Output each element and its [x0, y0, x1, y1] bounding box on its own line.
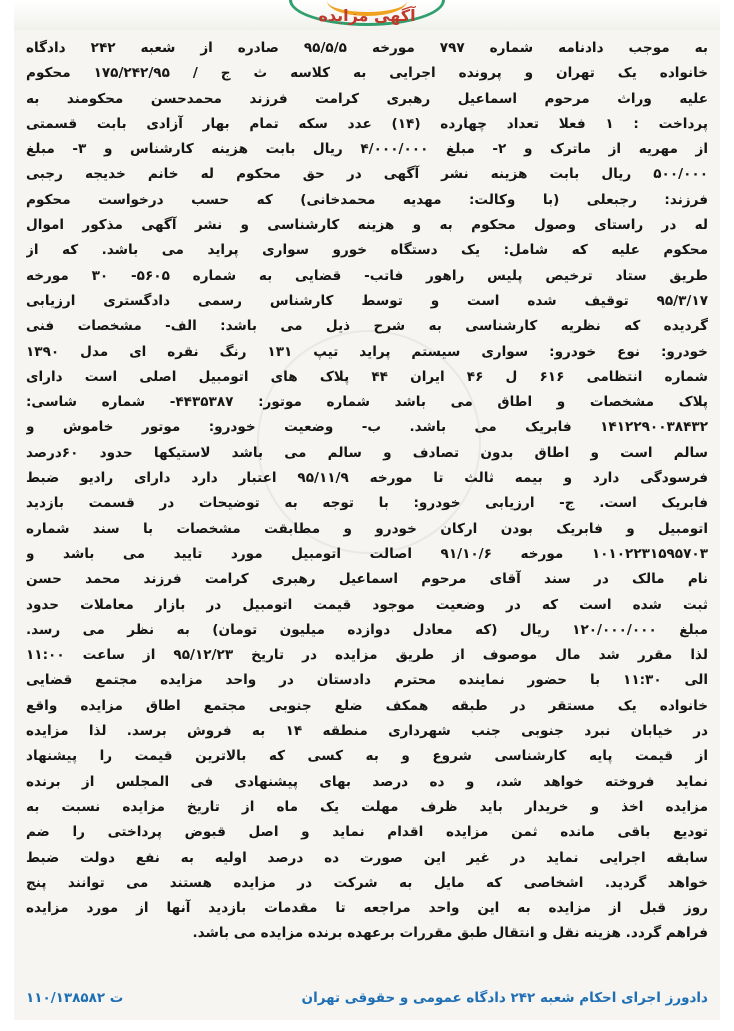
body-line: فابریک است. ج- ارزیابی خودرو: با توجه به توضیحات در قسمت بازدید [26, 495, 708, 512]
body-line: خانواده یک تهران و پرونده اجرایی به کلاسه ث ج / ۱۷۵/۲۴۲/۹۵ محکوم [26, 65, 708, 82]
notice-title: آگهی مزایده [318, 6, 416, 25]
body-line: مزایده اخذ و خریدار باید ظرف مهلت یک ماه از تاریخ مزایده نسبت به [26, 798, 708, 815]
body-line: محکوم علیه که شامل: یک دستگاه خورو سواری پراید می باشد. که از [26, 242, 708, 259]
body-line: گردیده که نظریه کارشناسی به شرح ذیل می باشد: الف- مشخصات فنی [26, 318, 708, 335]
body-line: اتومبیل و فابریک بودن ارکان خودرو و مطابقت مشخصات با سند شماره [26, 520, 708, 537]
newspaper-clipping [14, 0, 720, 1020]
body-line: پلاک مشخصات و اطاق می باشد شماره موتور: ۴۴۳۵۳۸۷- شماره شاسی: [26, 394, 708, 411]
body-line: نام مالک در سند آقای مرحوم اسماعیل رهبری کرامت فرزند محمد حسن [26, 571, 708, 588]
body-line: نماید فروخته خواهد شد، و ده درصد بهای پیشنهادی فی المجلس از برنده [26, 773, 708, 790]
notice-footer [26, 988, 708, 1012]
body-line: سالم است و اطاق بدون تصادف و سالم می باشد لاستیکها حدود ۶۰درصد [26, 444, 708, 461]
notice-code: ۱۱۰/۱۳۸۵۸۲ ت [26, 990, 124, 1006]
body-line: له در راستای وصول محکوم به و هزینه کارشناسی و نشر آگهی مذکور اموال [26, 217, 708, 234]
body-line: فرسودگی دارد و بیمه ثالث تا مورخه ۹۵/۱۱/۹ اعتبار دارد دارای رادیو ضبط [26, 470, 708, 487]
body-line: سابقه اجرایی نماید در غیر این صورت ده درصد اولیه به نفع دولت ضبط [26, 849, 708, 866]
body-line: پرداخت : ۱ فعلا تعداد چهارده (۱۴) عدد سکه تمام بهار آزادی بابت قسمتی [26, 115, 708, 132]
body-line: مبلغ ۱۲۰/۰۰۰/۰۰۰ ریال (که معادل دوازده میلیون تومان) به نظر می رسد. [26, 621, 708, 638]
body-line: از قیمت پایه کارشناسی شروع و به کسی که بالاترین قیمت را پیشنهاد [26, 748, 708, 765]
body-line: ۱۴۱۲۲۹۰۰۳۸۴۳۲ فابریک می باشد. ب- وضعیت خودرو: موتور خاموش و [26, 419, 708, 436]
notice-body [26, 36, 708, 947]
body-line: ۱۰۱۰۲۲۳۱۵۹۵۷۰۳ مورخه ۹۱/۱۰/۶ اصالت اتومبیل مورد تایید می باشد و [26, 545, 708, 562]
body-line: خانواده یک مستقر در طبقه همکف ضلع جنوبی مجتمع اطاق مزایده واقع [26, 697, 708, 714]
body-line: از مهریه از ماترک و ۲- مبلغ ۴/۰۰۰/۰۰۰ ریال بابت هزینه کارشناس و ۳- مبلغ [26, 141, 708, 158]
signature-line: دادورز اجرای احکام شعبه ۲۴۲ دادگاه عمومی و حقوقی تهران [301, 990, 708, 1006]
body-line: خواهد گردید. اشخاصی که مایل به شرکت در مزایده هستند می توانند پنج [26, 874, 708, 891]
body-line: علیه وراث مرحوم اسماعیل رهبری کرامت فرزند محمدحسن محکومند به [26, 90, 708, 107]
body-line: ۹۵/۳/۱۷ توقیف شده است و توسط کارشناس رسمی دادگستری ارزیابی [26, 292, 708, 309]
body-line: الی ۱۱:۳۰ با حضور نماینده محترم دادستان در واحد مزایده مجتمع قضایی [26, 672, 708, 689]
body-line: فرزند: رجبعلی (با وکالت: مهدیه محمدخانی) که حسب درخواست محکوم [26, 191, 708, 208]
body-line: شماره انتظامی ۶۱۶ ل ۴۶ ایران ۴۴ پلاک های اتومبیل اصلی است دارای [26, 368, 708, 385]
body-line: طریق ستاد ترخیص پلیس راهور فاتب- قضایی به شماره ۵۶۰۵- ۳۰ مورخه [26, 267, 708, 284]
body-line: روز قبل از مزایده به این واحد مراجعه تا مقدمات بازدید آنها از مورد مزایده [26, 900, 708, 917]
body-line: تودیع باقی مانده ثمن مزایده اقدام نماید و اصل قبوض پرداختی را ضم [26, 824, 708, 841]
body-line: به موجب دادنامه شماره ۷۹۷ مورخه ۹۵/۵/۵ صادره از شعبه ۲۴۲ دادگاه [26, 40, 708, 56]
body-line: خودرو: نوع خودرو: سواری سیستم پراید تیپ ۱۳۱ رنگ نقره ای مدل ۱۳۹۰ [26, 343, 708, 360]
body-line: ثبت شده است که در وضعیت موجود قیمت اتومبیل در بازار معاملات حدود [26, 596, 708, 613]
body-line: لذا مقرر شد مال موصوف از طریق مزایده در تاریخ ۹۵/۱۲/۲۳ از ساعت ۱۱:۰۰ [26, 647, 708, 664]
body-line: ۵۰۰/۰۰۰ ریال بابت هزینه نشر آگهی در حق محکوم له خانم خدیجه رجبی [26, 166, 708, 183]
body-line: فراهم گردد. هزینه نقل و انتقال طبق مقررات برعهده برنده مزایده می باشد. [192, 925, 708, 942]
body-line: در خیابان نبرد جنوبی جنب شهرداری منطقه ۱۴ به فروش برسد. لذا مزایده [26, 723, 708, 740]
